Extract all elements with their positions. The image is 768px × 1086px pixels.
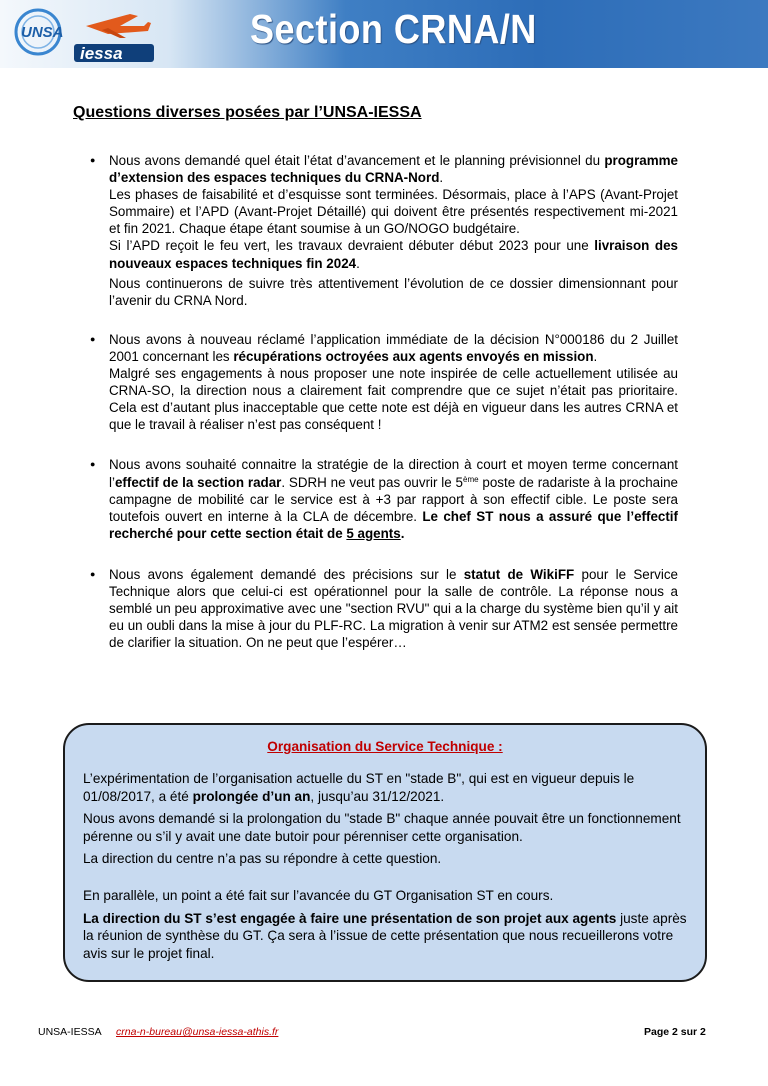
box-paragraph: En parallèle, un point a été fait sur l’avancée du GT Organisation ST en cours. — [83, 887, 554, 903]
superscript: ème — [463, 474, 479, 484]
footer-organization: UNSA-IESSA — [38, 1026, 102, 1038]
box-paragraph — [83, 770, 695, 805]
text: pour le Service Technique alors que celui-ci est opérationnel pour la salle de contrôle. La réponse nous a semblé un peu approximative avec une "section RVU" qui a la charge du système bien qu’il y ait eu un oubli dans la mise à jour du PLF-RC. La migration à venir sur ATM2 est sensée permettre de clarifier la situation. On ne peut que l’espérer… — [109, 566, 679, 651]
list-item — [90, 566, 678, 651]
bold-text: effectif de la section radar — [114, 474, 282, 490]
bold-text: . — [400, 525, 405, 541]
item-paragraph — [109, 566, 678, 651]
bold-text: programme d’extension des espaces techniques du CRNA-Nord — [109, 153, 678, 186]
item-paragraph: Nous continuerons de suivre très attentivement l’évolution de ce dossier dimensionnant pour l’avenir du CRNA Nord. — [109, 275, 678, 308]
text: juste après la réunion de synthèse du GT. Ça sera à l’issue de cette présentation que nous recueillerons votre avis sur le projet final. — [83, 910, 687, 961]
box-title: Organisation du Service Technique : — [267, 739, 503, 754]
logo-text-unsa: UNSA — [21, 24, 64, 41]
bullet-icon: ● — [90, 155, 96, 165]
unsa-iessa-logo-icon — [8, 4, 158, 64]
text: poste de radariste à la prochaine campagne de mobilité car le service est à +3 par rapport à son effectif cible. Le poste sera toutefois ouvert en interne à la CLA de décembre. — [109, 474, 678, 524]
footer-page-number: Page 2 sur 2 — [644, 1026, 706, 1038]
bullet-icon: ● — [90, 333, 96, 344]
text: Si l’APD reçoit le feu vert, les travaux devraient débuter début 2023 pour une — [109, 238, 595, 254]
text: . — [356, 255, 360, 271]
list-item — [90, 331, 678, 434]
service-technique-box — [63, 723, 707, 982]
section-title: Section CRNA/N — [250, 6, 537, 52]
text: . — [439, 170, 444, 186]
airplane-icon — [86, 14, 151, 38]
text: Nous avons également demandé des précisions sur le — [109, 566, 464, 582]
text: Nous avons souhaité connaitre la stratégie de la direction à court et moyen terme concernant l’ — [109, 457, 678, 490]
bullet-icon: ● — [90, 568, 96, 579]
bold-text: récupérations octroyées aux agents envoyés en mission — [233, 348, 594, 364]
logo-text-iessa: iessa — [80, 44, 123, 63]
item-paragraph — [109, 331, 678, 365]
text: Nous avons à nouveau réclamé l’application immédiate de la décision N°000186 du 2 Juillet 2001 concernant les — [109, 331, 678, 364]
item-paragraph: Malgré ses engagements à nous proposer une note inspirée de celle actuellement utilisée au CRNA-SO, la direction nous a clairement fait comprendre que ce sujet n’était pas prioritaire. Cela est d’autant plus inacceptable que cette note est déjà en vigueur dans les autres CRNA et que le travail à réaliser n’est pas conséquent ! — [109, 366, 678, 433]
bold-text: Le chef ST nous a assuré que l’effectif recherché pour cette section était de — [109, 508, 678, 541]
bold-text: livraison des nouveaux espaces techniques fin 2024 — [109, 238, 678, 271]
footer-email-link[interactable]: crna-n-bureau@unsa-iessa-athis.fr — [116, 1026, 279, 1038]
page-heading: Questions diverses posées par l’UNSA-IESSA — [73, 104, 422, 121]
text: Nous avons demandé quel était l’état d’avancement et le planning prévisionnel du — [109, 153, 605, 168]
questions-list — [90, 152, 678, 651]
box-paragraph: Nous avons demandé si la prolongation du "stade B" chaque année pouvait être un fonctionnement pérenne ou s’il y avait une date butoir pour pérenniser cette organisation. — [83, 811, 681, 844]
text: . SDRH ne veut pas ouvrir le 5 — [281, 474, 463, 490]
list-item — [90, 152, 678, 309]
bold-text: prolongée d’un an — [192, 788, 311, 804]
bullet-icon: ● — [90, 459, 96, 470]
box-paragraph: La direction du centre n’a pas su répondre à cette question. — [83, 851, 442, 867]
header-banner — [0, 0, 768, 68]
bold-text: La direction du ST s’est engagée à faire une présentation de son projet aux agents — [83, 910, 617, 926]
box-content — [83, 770, 695, 962]
list-item — [90, 456, 678, 541]
text: , jusqu’au 31/12/2021. — [310, 788, 445, 804]
item-paragraph — [109, 152, 678, 186]
box-paragraph — [83, 910, 695, 963]
item-paragraph — [109, 456, 678, 541]
text: . — [593, 348, 598, 364]
item-paragraph — [109, 237, 678, 271]
bold-underlined-text: 5 agents — [346, 525, 401, 541]
text: L’expérimentation de l’organisation actuelle du ST en "stade B", qui est en vigueur depuis le 01/08/2017, a été — [83, 771, 635, 804]
item-paragraph: Les phases de faisabilité et d’esquisse sont terminées. Désormais, place à l’APS (Avant-Projet Sommaire) et l’APD (Avant-Projet Détaillé) qui doivent être présentés respectivement mi-2021 et fin 2021. Chaque étape étant soumise à un GO/NOGO budgétaire. — [109, 187, 678, 237]
bold-text: statut de WikiFF — [463, 566, 575, 582]
